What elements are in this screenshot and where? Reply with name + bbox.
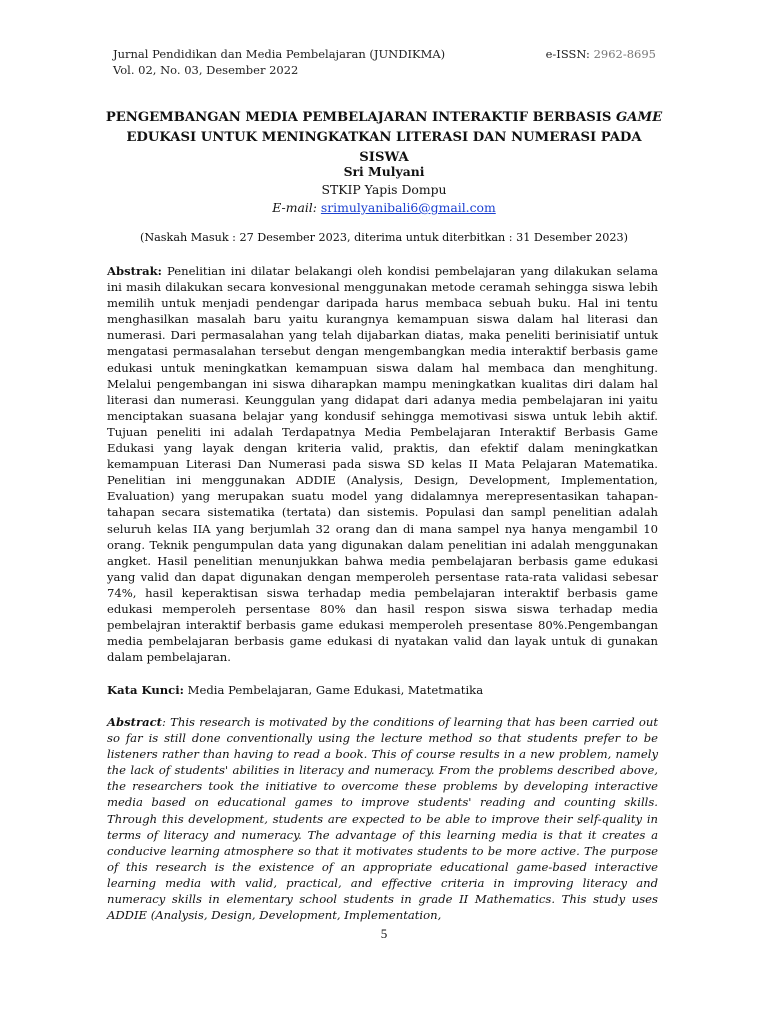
author-name: Sri Mulyani <box>343 164 425 179</box>
page-number: 5 <box>380 926 388 941</box>
abstrak-text: Penelitian ini dilatar belakangi oleh kondisi pembelajaran yang dilakukan selama ini masih dilakukan secara konvesional menggunakan metode ceramah sehingga siswa lebih memilih untuk menjadi pendengar daripada harus membaca sebuah buku. Hal ini tentu menghasilkan masalah baru yaitu kurangnya kemampuan siswa dalam hal literasi dan numerasi. Dari permasalahan yang telah dijabarkan diatas, maka peneliti berinisiatif untuk mengatasi permasalahan tersebut dengan mengembangkan media interaktif berbasis game edukasi untuk meningkatkan kemampuan siswa dalam hal membaca dan menghitung. Melalui pengembangan ini siswa diharapkan mampu meningkatkan kualitas diri dalam hal literasi dan numerasi. Keunggulan yang didapat dari adanya media pembelajaran ini yaitu menciptakan suasana belajar yang kondusif sehingga memotivasi siswa untuk lebih aktif. Tujuan peneliti ini adalah Terdapatnya Media Pembelajaran Interaktif Berbasis Game Edukasi yang layak dengan kriteria valid, praktis, dan efektif dalam meningkatkan kemampuan Literasi Dan Numerasi pada siswa SD kelas II Mata Pelajaran Matematika. Penelitian ini menggunakan ADDIE (Analysis, Design, Development, Implementation, Evaluation) yang merupakan suatu model yang didalamnya merepresentasikan tahapan-tahapan secara sistematika (tertata) dan sistemis. Populasi dan sampl penelitian adalah seluruh kelas IIA yang berjumlah 32 orang dan di mana sampel nya hanya mengambil 10 orang. Teknik pengumpulan data yang digunakan dalam penelitian ini adalah menggunakan angket. Hasil penelitian menunjukkan bahwa media pembelajaran berbasis game edukasi yang valid dan dapat digunakan dengan memperoleh persentase rata-rata validasi sebesar 74%, hasil keperaktisan siswa terhadap media pembelajaran interaktif berbasis game edukasi memperoleh persentase 80% dan hasil respon siswa siswa terhadap media pembelajran interaktif berbasis game edukasi memperoleh presentase 80%.Pengembangan media pembelajaran berbasis game edukasi di nyatakan valid dan layak untuk di gunakan dalam pembelajaran. <box>107 264 658 665</box>
title-line-1-italic: GAME <box>616 110 663 125</box>
email-link[interactable]: srimulyanibali6@gmail.com <box>320 200 496 215</box>
submission-dates: (Naskah Masuk : 27 Desember 2023, diterima untuk diterbitkan : 31 Desember 2023) <box>139 231 629 244</box>
issn-label: e-ISSN: <box>545 47 590 61</box>
title-line-1-main: PENGEMBANGAN MEDIA PEMBELAJARAN INTERAKTIF BERBASIS <box>105 110 612 125</box>
title-line-1 <box>100 108 668 128</box>
abstrak-label: Abstrak: <box>107 264 162 278</box>
email-label: E-mail: <box>272 200 317 215</box>
journal-volume: Vol. 02, No. 03, Desember 2022 <box>113 63 299 77</box>
paper-title <box>100 108 668 168</box>
author-email-line <box>100 199 668 217</box>
issn-value: 2962-8695 <box>593 47 656 61</box>
author-block <box>100 163 668 217</box>
keywords-text: Media Pembelajaran, Game Edukasi, Matetmatika <box>187 683 484 697</box>
journal-name: Jurnal Pendidikan dan Media Pembelajaran (JUNDIKMA) <box>113 47 446 61</box>
title-line-2: EDUKASI UNTUK MENINGKATKAN LITERASI DAN NUMERASI PADA SISWA <box>126 130 642 165</box>
issn <box>546 46 656 62</box>
abstract-text: : This research is motivated by the conditions of learning that has been carried out so far is still done conventionally using the lecture method so that students prefer to be listeners rather than having to read a book. This of course results in a new problem, namely the lack of students' abilities in literacy and numeracy. From the problems described above, the researchers took the initiative to overcome these problems by developing interactive media based on educational games to improve students' reading and counting skills. Through this development, students are expected to be able to improve their self-quality in terms of literacy and numeracy. The advantage of this learning media is that it creates a conducive learning atmosphere so that it motivates students to be more active. The purpose of this research is the existence of an appropriate educational game-based interactive learning media with valid, practical, and effective criteria in improving literacy and numeracy skills in elementary school students in grade II Mathematics. This study uses ADDIE (Analysis, Design, Development, Implementation, <box>107 715 658 923</box>
abstract-english <box>107 714 658 923</box>
abstract-label: Abstract <box>107 715 163 729</box>
keywords-label: Kata Kunci: <box>107 683 184 697</box>
abstract-indonesian <box>107 263 658 665</box>
author-affiliation: STKIP Yapis Dompu <box>321 182 447 197</box>
journal-header <box>113 46 656 78</box>
keywords <box>107 682 658 698</box>
